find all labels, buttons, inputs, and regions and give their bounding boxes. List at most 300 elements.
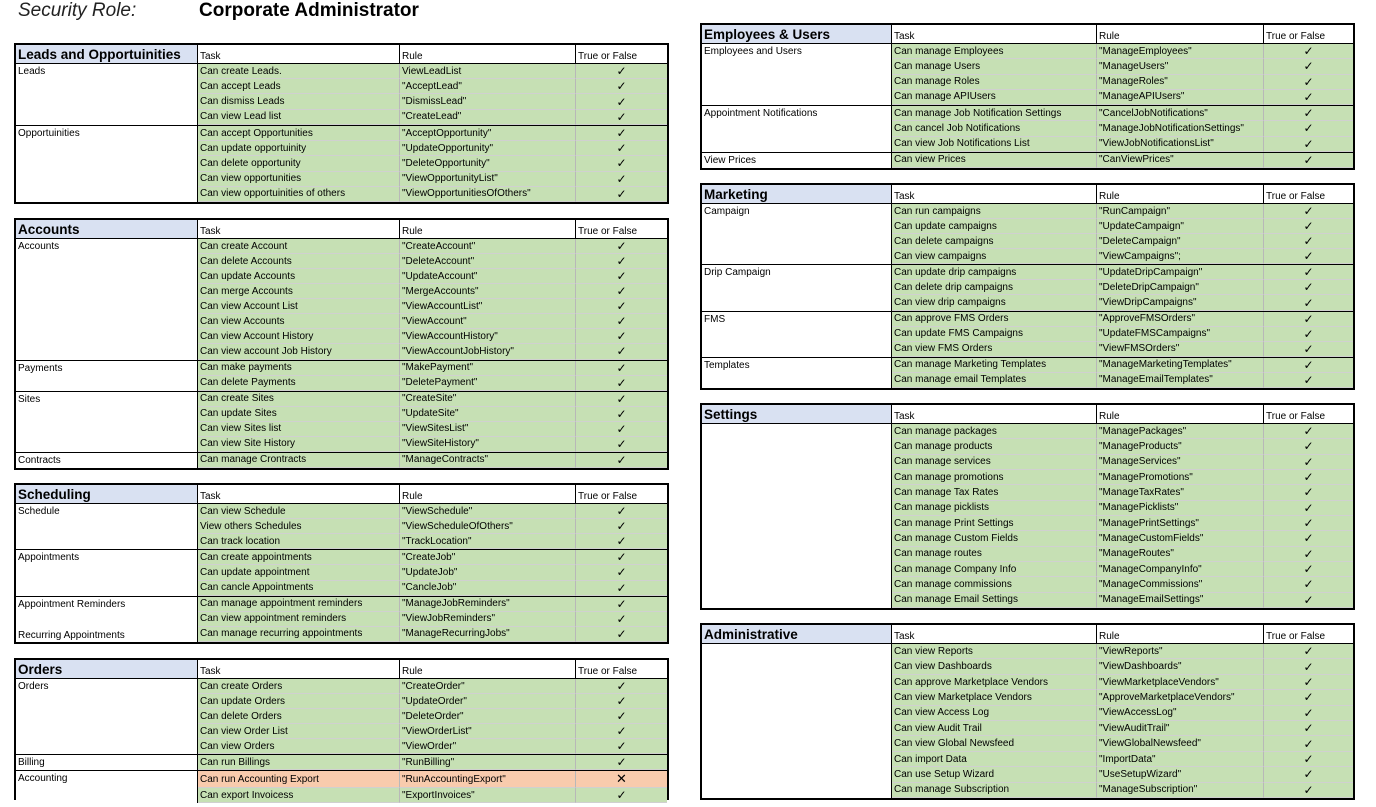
- section-header: [702, 405, 1353, 424]
- task-cell: Can track location: [198, 534, 400, 549]
- check-icon: ✓: [576, 724, 667, 739]
- task-cell: Can cancle Appointments: [198, 581, 400, 596]
- task-cell: Can view Access Log: [892, 706, 1097, 721]
- task-cell: Can view Account List: [198, 299, 400, 314]
- true-or-false-column-header: True or False: [576, 45, 667, 63]
- group-employees-and-users: [702, 44, 1353, 106]
- group-rows: [198, 64, 667, 125]
- table-row: [892, 706, 1353, 721]
- rule-cell: "CreateAccount": [400, 239, 576, 254]
- check-icon: ✓: [1264, 137, 1353, 152]
- task-cell: Can manage Subscription: [892, 783, 1097, 798]
- rule-cell: "CreateJob": [400, 550, 576, 565]
- table-row: [892, 721, 1353, 736]
- rule-cell: "MergeAccounts": [400, 284, 576, 299]
- table-row: [892, 501, 1353, 516]
- group-rows: [892, 265, 1353, 310]
- table-row: [892, 295, 1353, 310]
- group-rows: [198, 679, 667, 754]
- section-accounts: [14, 218, 669, 470]
- rule-cell: "ManageContracts": [400, 453, 576, 468]
- check-icon: ✓: [576, 254, 667, 269]
- group-accounts: [16, 239, 667, 361]
- rule-cell: "ManagePicklists": [1097, 501, 1264, 516]
- task-cell: Can view Job Notifications List: [892, 137, 1097, 152]
- table-row: [892, 439, 1353, 454]
- check-icon: ✓: [576, 126, 667, 141]
- section-leads-and-opportuinities: [14, 43, 669, 204]
- group-name-text: Billing: [18, 757, 45, 768]
- task-column-header: Task: [198, 220, 400, 238]
- check-icon: ✓: [576, 453, 667, 468]
- check-icon: ✓: [576, 94, 667, 109]
- group-rows: [198, 771, 667, 803]
- section-header: [16, 220, 667, 239]
- task-column-header: Task: [198, 485, 400, 503]
- check-icon: ✓: [1264, 470, 1353, 485]
- check-icon: ✓: [576, 694, 667, 709]
- rule-cell: "TrackLocation": [400, 534, 576, 549]
- group-name: [702, 644, 892, 798]
- table-row: [198, 550, 667, 565]
- table-row: [892, 373, 1353, 388]
- rule-cell: "ManageRecurringJobs": [400, 627, 576, 642]
- group-view-prices: [702, 153, 1353, 168]
- table-row: [892, 219, 1353, 234]
- table-row: [892, 137, 1353, 152]
- rule-cell: "UseSetupWizard": [1097, 767, 1264, 782]
- check-icon: ✓: [576, 187, 667, 202]
- table-row: [892, 44, 1353, 59]
- table-row: [198, 239, 667, 254]
- group-name: [16, 239, 198, 360]
- table-row: [198, 187, 667, 202]
- table-row: [892, 690, 1353, 705]
- check-icon: ✓: [1264, 439, 1353, 454]
- task-cell: Can update Sites: [198, 407, 400, 422]
- task-cell: Can view campaigns: [892, 249, 1097, 264]
- table-row: [198, 504, 667, 519]
- rule-cell: "UpdateOpportunity": [400, 141, 576, 156]
- check-icon: ✓: [576, 64, 667, 79]
- check-icon: ✓: [1264, 547, 1353, 562]
- check-icon: ✓: [1264, 706, 1353, 721]
- rule-cell: "CancelJobNotifications": [1097, 106, 1264, 121]
- table-row: [198, 254, 667, 269]
- check-icon: ✓: [1264, 593, 1353, 608]
- section-title: Scheduling: [16, 485, 198, 503]
- group-rows: [892, 153, 1353, 168]
- check-icon: ✓: [1264, 106, 1353, 121]
- check-icon: ✓: [576, 627, 667, 642]
- task-cell: Can manage picklists: [892, 501, 1097, 516]
- table-row: [198, 788, 667, 803]
- section-administrative: [700, 623, 1355, 800]
- check-icon: ✓: [1264, 249, 1353, 264]
- group-name: [16, 771, 198, 803]
- group-name-text: Appointment Notifications: [704, 108, 818, 119]
- rule-cell: "ViewDashboards": [1097, 659, 1264, 674]
- group-name-text: Accounts: [18, 241, 60, 252]
- task-cell: Can run campaigns: [892, 204, 1097, 219]
- table-row: [892, 644, 1353, 659]
- table-row: [892, 342, 1353, 357]
- table-row: [198, 519, 667, 534]
- table-row: [892, 234, 1353, 249]
- section-title: Employees & Users: [702, 25, 892, 43]
- group-name-text: Sites: [18, 393, 41, 405]
- rule-cell: "ManageEmailSettings": [1097, 593, 1264, 608]
- table-row: [198, 612, 667, 627]
- rule-cell: "ApproveFMSOrders": [1097, 312, 1264, 327]
- rule-cell: "DismissLead": [400, 94, 576, 109]
- rule-cell: "ApproveMarketplaceVendors": [1097, 690, 1264, 705]
- table-row: [198, 627, 667, 642]
- check-icon: ✓: [1264, 577, 1353, 592]
- group-contracts: [16, 453, 667, 468]
- task-cell: Can view Schedule: [198, 504, 400, 519]
- table-row: [198, 755, 667, 770]
- check-icon: ✓: [576, 239, 667, 254]
- task-cell: Can manage recurring appointments: [198, 627, 400, 642]
- rule-cell: "ManageSubscription": [1097, 783, 1264, 798]
- rule-cell: "ViewDripCampaigns": [1097, 295, 1264, 310]
- task-cell: Can view Site History: [198, 437, 400, 452]
- section-body: [16, 64, 667, 202]
- true-or-false-column-header: True or False: [1264, 185, 1353, 203]
- task-column-header: Task: [892, 405, 1097, 423]
- group-name: [702, 358, 892, 388]
- rule-cell: "ViewSchedule": [400, 504, 576, 519]
- group-name-text: Opportuinities: [18, 127, 80, 139]
- section-header: [702, 185, 1353, 204]
- table-row: [892, 59, 1353, 74]
- task-cell: Can view Prices: [892, 153, 1097, 168]
- check-icon: ✓: [1264, 90, 1353, 105]
- task-cell: Can make payments: [198, 361, 400, 376]
- task-cell: Can view FMS Orders: [892, 342, 1097, 357]
- task-cell: Can run Accounting Export: [198, 771, 400, 788]
- task-cell: Can manage Crontracts: [198, 453, 400, 468]
- check-icon: ✓: [576, 504, 667, 519]
- task-cell: Can manage Employees: [892, 44, 1097, 59]
- table-row: [892, 577, 1353, 592]
- group-name-text: Contracts: [18, 454, 61, 466]
- check-icon: ✓: [576, 739, 667, 754]
- check-icon: ✓: [1264, 358, 1353, 373]
- task-cell: Can view Dashboards: [892, 659, 1097, 674]
- table-row: [198, 581, 667, 596]
- check-icon: ✓: [1264, 562, 1353, 577]
- section-header: [702, 625, 1353, 644]
- section-header: [16, 45, 667, 64]
- rule-cell: "CreateOrder": [400, 679, 576, 694]
- check-icon: ✓: [576, 141, 667, 156]
- task-cell: Can view Audit Trail: [892, 721, 1097, 736]
- section-body: [16, 504, 667, 642]
- task-column-header: Task: [892, 25, 1097, 43]
- section-employees-and-users: [700, 23, 1355, 170]
- check-icon: ✓: [1264, 312, 1353, 327]
- group-rows: [198, 597, 667, 642]
- group-name-text: FMS: [704, 313, 726, 325]
- task-cell: Can accept Leads: [198, 79, 400, 94]
- rule-cell: "RunCampaign": [1097, 204, 1264, 219]
- true-or-false-column-header: True or False: [576, 660, 667, 678]
- group-name-text: Campaign: [704, 206, 750, 217]
- task-cell: Can update opportuinity: [198, 141, 400, 156]
- table-row: [198, 437, 667, 452]
- table-row: [892, 106, 1353, 121]
- group-unnamed: [702, 424, 1353, 608]
- group-name-text: Accounting: [18, 773, 68, 784]
- check-icon: ✓: [576, 550, 667, 565]
- table-row: [892, 358, 1353, 373]
- section-body: [702, 644, 1353, 798]
- security-role-label: Security Role:: [18, 0, 137, 21]
- check-icon: ✓: [576, 156, 667, 171]
- group-billing: [16, 755, 667, 771]
- task-cell: Can run Billings: [198, 755, 400, 770]
- check-icon: ✓: [1264, 153, 1353, 168]
- group-appointment-reminders: [16, 597, 667, 642]
- rule-cell: "ViewCampaigns";: [1097, 249, 1264, 264]
- check-icon: ✓: [1264, 342, 1353, 357]
- security-role-value: Corporate Administrator: [199, 0, 419, 21]
- check-icon: ✓: [576, 314, 667, 329]
- task-column-header: Task: [198, 45, 400, 63]
- rule-cell: "ViewReports": [1097, 644, 1264, 659]
- rule-cell: "ManagePackages": [1097, 424, 1264, 439]
- check-icon: ✓: [576, 788, 667, 803]
- group-name: [702, 312, 892, 357]
- table-row: [198, 314, 667, 329]
- check-icon: ✓: [576, 519, 667, 534]
- table-row: [198, 709, 667, 724]
- task-cell: Can view opportuinities of others: [198, 187, 400, 202]
- true-or-false-column-header: True or False: [1264, 625, 1353, 643]
- group-rows: [892, 44, 1353, 105]
- rule-cell: "ManageRoles": [1097, 75, 1264, 90]
- group-name-text: View Prices: [704, 154, 757, 166]
- cross-icon: ✕: [576, 771, 667, 788]
- task-cell: Can approve FMS Orders: [892, 312, 1097, 327]
- check-icon: ✓: [1264, 424, 1353, 439]
- rule-cell: "ViewScheduleOfOthers": [400, 519, 576, 534]
- group-name: [702, 265, 892, 310]
- group-name-text: Payments: [18, 362, 63, 374]
- rule-cell: "ViewJobNotificationsList": [1097, 137, 1264, 152]
- table-row: [892, 562, 1353, 577]
- group-name-text: Drip Campaign: [704, 267, 771, 279]
- rule-cell: "ManageServices": [1097, 455, 1264, 470]
- section-header: [16, 660, 667, 679]
- group-name-text: Schedule: [18, 506, 60, 517]
- check-icon: ✓: [576, 422, 667, 437]
- table-row: [892, 280, 1353, 295]
- group-rows: [198, 550, 667, 595]
- group-campaign: [702, 204, 1353, 265]
- table-row: [892, 736, 1353, 751]
- rule-cell: "ViewFMSOrders": [1097, 342, 1264, 357]
- table-row: [892, 767, 1353, 782]
- check-icon: ✓: [576, 79, 667, 94]
- rule-cell: "UpdateCampaign": [1097, 219, 1264, 234]
- rule-cell: "ViewAccountJobHistory": [400, 344, 576, 359]
- task-cell: Can view Orders: [198, 739, 400, 754]
- table-row: [892, 121, 1353, 136]
- task-cell: Can view drip campaigns: [892, 295, 1097, 310]
- table-row: [198, 679, 667, 694]
- task-cell: Can update appointment: [198, 565, 400, 580]
- rule-cell: "CanViewPrices": [1097, 153, 1264, 168]
- check-icon: ✓: [1264, 265, 1353, 280]
- check-icon: ✓: [576, 581, 667, 596]
- group-name: [16, 392, 198, 452]
- rule-cell: "ManageTaxRates": [1097, 485, 1264, 500]
- check-icon: ✓: [576, 329, 667, 344]
- group-unnamed: [702, 644, 1353, 798]
- group-leads: [16, 64, 667, 126]
- task-cell: Can view Global Newsfeed: [892, 736, 1097, 751]
- task-cell: Can create Sites: [198, 392, 400, 407]
- group-name: [16, 755, 198, 770]
- check-icon: ✓: [576, 269, 667, 284]
- task-cell: Can delete campaigns: [892, 234, 1097, 249]
- check-icon: ✓: [576, 437, 667, 452]
- task-cell: Can export Invoicess: [198, 788, 400, 803]
- table-row: [198, 597, 667, 612]
- rule-cell: "ViewGlobalNewsfeed": [1097, 736, 1264, 751]
- check-icon: ✓: [1264, 767, 1353, 782]
- task-cell: Can view Account History: [198, 329, 400, 344]
- section-orders: [14, 658, 669, 800]
- true-or-false-column-header: True or False: [1264, 25, 1353, 43]
- section-header: [702, 25, 1353, 44]
- group-name-text: Appointment Reminders: [18, 598, 126, 610]
- rule-column-header: Rule: [400, 485, 576, 503]
- check-icon: ✓: [1264, 280, 1353, 295]
- table-row: [198, 64, 667, 79]
- table-row: [198, 565, 667, 580]
- rule-cell: "RunAccountingExport": [400, 771, 576, 788]
- group-rows: [198, 126, 667, 202]
- section-title: Marketing: [702, 185, 892, 203]
- group-name: [702, 424, 892, 608]
- task-cell: Can update campaigns: [892, 219, 1097, 234]
- rule-column-header: Rule: [1097, 25, 1264, 43]
- rule-cell: "ManageJobNotificationSettings": [1097, 121, 1264, 136]
- rule-cell: "ManageUsers": [1097, 59, 1264, 74]
- rule-cell: "ViewOpportunitiesOfOthers": [400, 187, 576, 202]
- rule-cell: "ViewAccessLog": [1097, 706, 1264, 721]
- check-icon: ✓: [1264, 373, 1353, 388]
- section-title: Settings: [702, 405, 892, 423]
- rule-cell: "CreateSite": [400, 392, 576, 407]
- group-name: [16, 453, 198, 468]
- check-icon: ✓: [576, 679, 667, 694]
- table-row: [198, 407, 667, 422]
- task-cell: Can manage Tax Rates: [892, 485, 1097, 500]
- task-cell: Can manage appointment reminders: [198, 597, 400, 612]
- group-name: [16, 550, 198, 595]
- rule-cell: "ImportData": [1097, 752, 1264, 767]
- task-cell: Can use Setup Wizard: [892, 767, 1097, 782]
- rule-cell: "AcceptLead": [400, 79, 576, 94]
- table-row: [198, 422, 667, 437]
- task-cell: Can manage commissions: [892, 577, 1097, 592]
- rule-cell: "ViewSitesList": [400, 422, 576, 437]
- true-or-false-column-header: True or False: [1264, 405, 1353, 423]
- rule-cell: "DeleteCampaign": [1097, 234, 1264, 249]
- table-row: [198, 344, 667, 359]
- rule-cell: "ViewAccount": [400, 314, 576, 329]
- group-appointment-notifications: [702, 106, 1353, 153]
- check-icon: ✓: [576, 172, 667, 187]
- task-cell: Can manage Roles: [892, 75, 1097, 90]
- section-body: [16, 239, 667, 468]
- section-body: [702, 424, 1353, 608]
- table-row: [892, 675, 1353, 690]
- check-icon: ✓: [1264, 531, 1353, 546]
- section-body: [16, 679, 667, 802]
- rule-column-header: Rule: [1097, 625, 1264, 643]
- rule-cell: "ManageMarketingTemplates": [1097, 358, 1264, 373]
- task-cell: Can view appointment reminders: [198, 612, 400, 627]
- table-row: [892, 593, 1353, 608]
- rule-cell: "ViewAuditTrail": [1097, 721, 1264, 736]
- table-row: [892, 312, 1353, 327]
- rule-column-header: Rule: [400, 45, 576, 63]
- task-cell: Can delete Orders: [198, 709, 400, 724]
- task-cell: Can accept Opportunities: [198, 126, 400, 141]
- rule-cell: "DeletePayment": [400, 376, 576, 391]
- table-row: [198, 156, 667, 171]
- task-cell: Can update FMS Campaigns: [892, 327, 1097, 342]
- true-or-false-column-header: True or False: [576, 220, 667, 238]
- check-icon: ✓: [1264, 121, 1353, 136]
- task-column-header: Task: [892, 625, 1097, 643]
- rule-cell: "AcceptOpportunity": [400, 126, 576, 141]
- group-rows: [198, 392, 667, 452]
- rule-column-header: Rule: [400, 660, 576, 678]
- task-cell: Can manage products: [892, 439, 1097, 454]
- task-cell: Can view Reports: [892, 644, 1097, 659]
- group-name: [16, 361, 198, 391]
- check-icon: ✓: [1264, 736, 1353, 751]
- rule-cell: "UpdateJob": [400, 565, 576, 580]
- group-name: [16, 679, 198, 754]
- group-rows: [892, 204, 1353, 264]
- check-icon: ✓: [576, 284, 667, 299]
- rule-cell: "ExportInvoices": [400, 788, 576, 803]
- rule-cell: "ViewJobReminders": [400, 612, 576, 627]
- task-cell: Can delete drip campaigns: [892, 280, 1097, 295]
- rule-cell: "ViewAccountHistory": [400, 329, 576, 344]
- group-name: [702, 44, 892, 105]
- rule-cell: "DeleteOpportunity": [400, 156, 576, 171]
- check-icon: ✓: [576, 755, 667, 770]
- task-cell: Can delete Accounts: [198, 254, 400, 269]
- task-cell: Can view Lead list: [198, 110, 400, 125]
- table-row: [892, 249, 1353, 264]
- group-name: [16, 126, 198, 202]
- task-cell: Can dismiss Leads: [198, 94, 400, 109]
- table-row: [198, 376, 667, 391]
- group-name: [702, 153, 892, 168]
- rule-cell: "ManagePromotions": [1097, 470, 1264, 485]
- check-icon: ✓: [1264, 219, 1353, 234]
